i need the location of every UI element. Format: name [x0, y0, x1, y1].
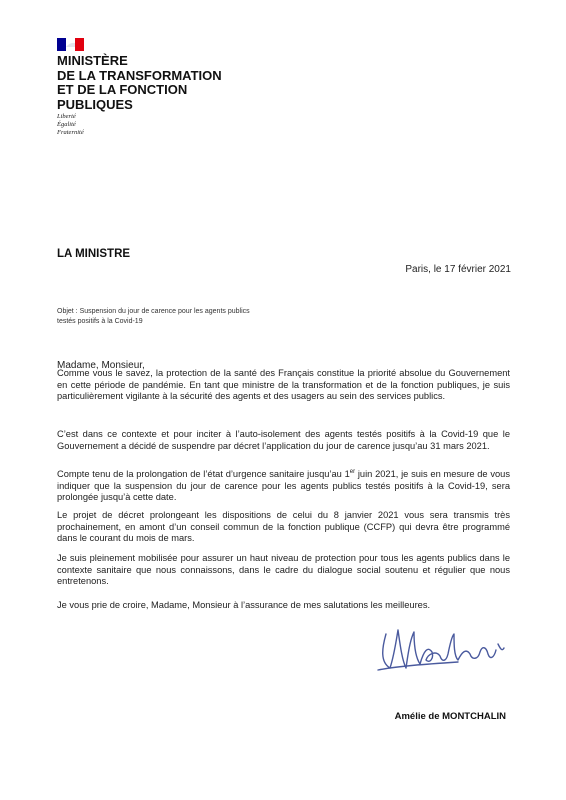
- salutation: Madame, Monsieur,: [57, 360, 145, 371]
- paragraph-6: Je vous prie de croire, Madame, Monsieur à l’assurance de mes salutations les meilleures.: [57, 600, 431, 610]
- paragraph-4: Le projet de décret prolongeant les dispositions de celui du 8 janvier 2021 vous sera transmis très prochainement, en amont d’un conseil commun de la fonction publique (CCFP) qui devra être programmé dans le courant du mois de mars.: [57, 510, 510, 544]
- ministry-line: ET DE LA FONCTION: [57, 82, 188, 97]
- motto-line: Liberté: [57, 113, 76, 120]
- paragraph-3: [57, 467, 510, 504]
- republic-flag-logo: [57, 38, 84, 51]
- letter-date: Paris, le 17 février 2021: [405, 264, 511, 275]
- letter-subject: [57, 307, 250, 326]
- republic-motto: [57, 113, 84, 137]
- paragraph-3-part-a: Compte tenu de la prolongation de l’état d’urgence sanitaire jusqu’au 1: [57, 469, 350, 480]
- ministry-line: PUBLIQUES: [57, 96, 133, 112]
- paragraph-3-part-b: juin 2021, je suis en mesure de vous indiquer que la suspension du jour de carence pour les agents publics testés positifs à la Covid-19, sera prolongée jusqu’à cette date.: [57, 469, 510, 503]
- ordinal-suffix: er: [349, 469, 356, 475]
- ministry-line: DE LA TRANSFORMATION: [57, 67, 222, 83]
- paragraph-5: Je suis pleinement mobilisée pour assurer un haut niveau de protection pour tous les agents publics dans le contexte sanitaire que nous connaissons, dans le cadre du dialogue social soutenu et régulier que nous entretenons.: [57, 553, 510, 587]
- handwritten-signature: [368, 620, 518, 680]
- motto-line: Fraternité: [57, 129, 84, 136]
- subject-line: testés positifs à la Covid-19: [57, 317, 143, 325]
- ministry-name: [57, 54, 222, 112]
- paragraph-2: C’est dans ce contexte et pour inciter à l’auto-isolement des agents testés positifs à la Covid-19 que le Gouvernement a décidé de suspendre par décret l’application du jour de carence jusqu’au 31 mars 2021.: [57, 429, 510, 451]
- sender-title: LA MINISTRE: [57, 248, 131, 260]
- motto-line: Égalité: [57, 121, 76, 128]
- ministry-line: MINISTÈRE: [57, 53, 128, 68]
- paragraph-1: Comme vous le savez, la protection de la santé des Français constitue la priorité absolue du Gouvernement en cette période de pandémie. En tant que ministre de la transformation et de la fonction publiques, je suis particulièrement vigilante à la sécurité des agents et des usagers au sein des services publics.: [57, 368, 510, 402]
- signatory-name: Amélie de MONTCHALIN: [394, 711, 506, 722]
- subject-line: Objet : Suspension du jour de carence pour les agents publics: [57, 308, 250, 315]
